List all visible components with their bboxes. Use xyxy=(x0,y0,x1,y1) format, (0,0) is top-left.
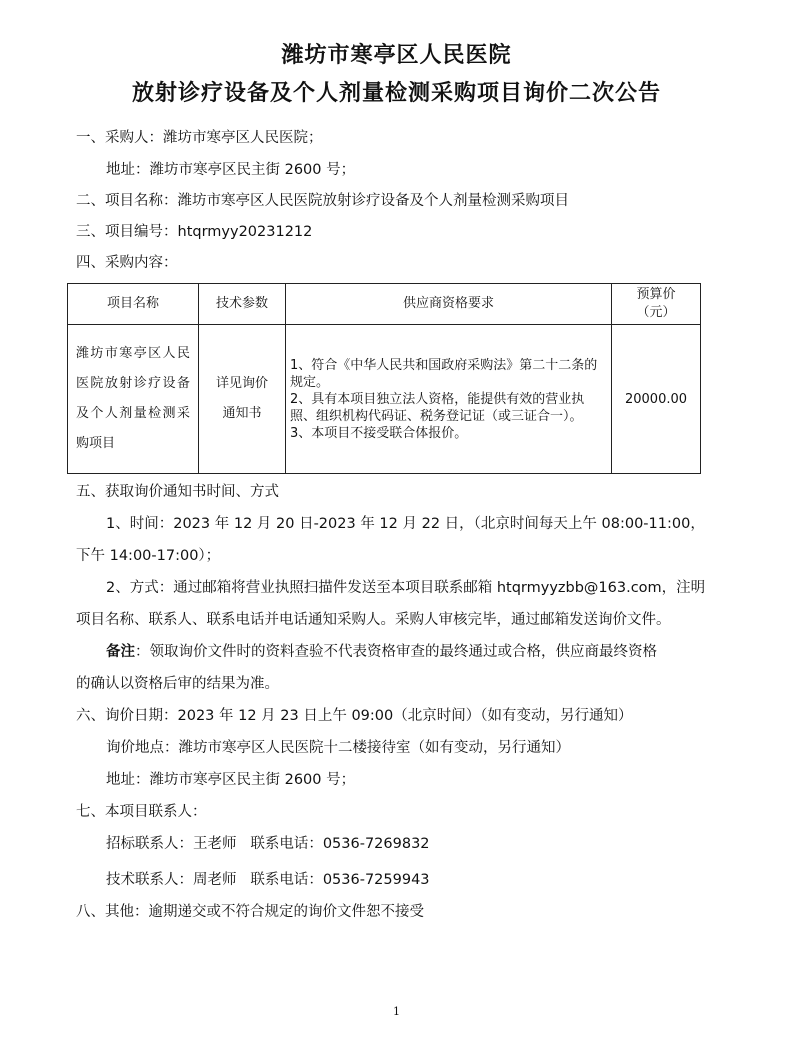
cell-supplier-qualifications: 1、符合《中华人民共和国政府采购法》第二十二条的规定。 2、具有本项目独立法人资格，能提供有效的营业执照、组织机构代码证、税务登记证（或三证合一）。 3、本项目不接受联合体报价。 xyxy=(286,325,612,474)
cell-tech-params: 详见询价 通知书 xyxy=(199,325,286,474)
document-title-line2: 放射诊疗设备及个人剂量检测采购项目询价二次公告 xyxy=(131,80,661,106)
project-name-line: 二、项目名称：潍坊市寒亭区人民医院放射诊疗设备及个人剂量检测采购项目 xyxy=(76,193,569,209)
note-label: 备注 xyxy=(106,644,135,660)
section5-method-line1: 2、方式：通过邮箱将营业执照扫描件发送至本项目联系邮箱 htqrmyyzbb@163.com，注明 xyxy=(106,580,706,596)
procurement-table xyxy=(67,283,701,474)
header-budget-price: 预算价 （元） xyxy=(612,284,701,325)
purchaser-address-line: 地址：潍坊市寒亭区民主街 2600 号； xyxy=(106,162,356,178)
procurement-content-line: 四、采购内容： xyxy=(76,255,178,271)
header-project-name: 项目名称 xyxy=(68,284,199,325)
document-title-line1: 潍坊市寒亭区人民医院 xyxy=(281,42,512,68)
section5-time-line2: 下午 14:00-17:00）； xyxy=(76,548,221,564)
table-header-row xyxy=(68,284,701,325)
cell-budget-price: 20000.00 xyxy=(612,325,701,474)
purchaser-line: 一、采购人：潍坊市寒亭区人民医院； xyxy=(76,130,323,146)
section6-date-line: 六、询价日期：2023 年 12 月 23 日上午 09:00（北京时间）（如有变动，另行通知） xyxy=(76,708,633,724)
project-number-line: 三、项目编号：htqrmyy20231212 xyxy=(76,224,313,240)
header-tech-params: 技术参数 xyxy=(199,284,286,325)
section8-line: 八、其他：逾期递交或不符合规定的询价文件恕不接受 xyxy=(76,904,424,920)
section6-address-line: 地址：潍坊市寒亭区民主街 2600 号； xyxy=(106,772,356,788)
section6-place-line: 询价地点：潍坊市寒亭区人民医院十二楼接待室（如有变动，另行通知） xyxy=(106,740,570,756)
section5-note-line2: 的确认以资格后审的结果为准。 xyxy=(76,676,279,692)
page-number: 1 xyxy=(393,1005,400,1018)
section5-heading: 五、获取询价通知书时间、方式 xyxy=(76,484,279,500)
table-row xyxy=(68,325,701,474)
section5-time-line1: 1、时间：2023 年 12 月 20 日-2023 年 12 月 22 日，（北京时间每天上午 08:00-11:00， xyxy=(106,516,705,532)
tech-contact-line: 技术联系人：周老师 联系电话：0536-7259943 xyxy=(106,872,430,888)
note-text: ：领取询价文件时的资料查验不代表资格审查的最终通过或合格，供应商最终资格 xyxy=(135,644,657,660)
header-supplier-qualifications: 供应商资格要求 xyxy=(286,284,612,325)
bid-contact-line: 招标联系人：王老师 联系电话：0536-7269832 xyxy=(106,836,430,852)
section5-note-line1 xyxy=(106,642,657,662)
cell-project-name: 潍坊市寒亭区人民医院放射诊疗设备及个人剂量检测采购项目 xyxy=(68,325,199,474)
section5-method-line2: 项目名称、联系人、联系电话并电话通知采购人。采购人审核完毕，通过邮箱发送询价文件。 xyxy=(76,612,671,628)
section7-heading: 七、本项目联系人： xyxy=(76,804,207,820)
